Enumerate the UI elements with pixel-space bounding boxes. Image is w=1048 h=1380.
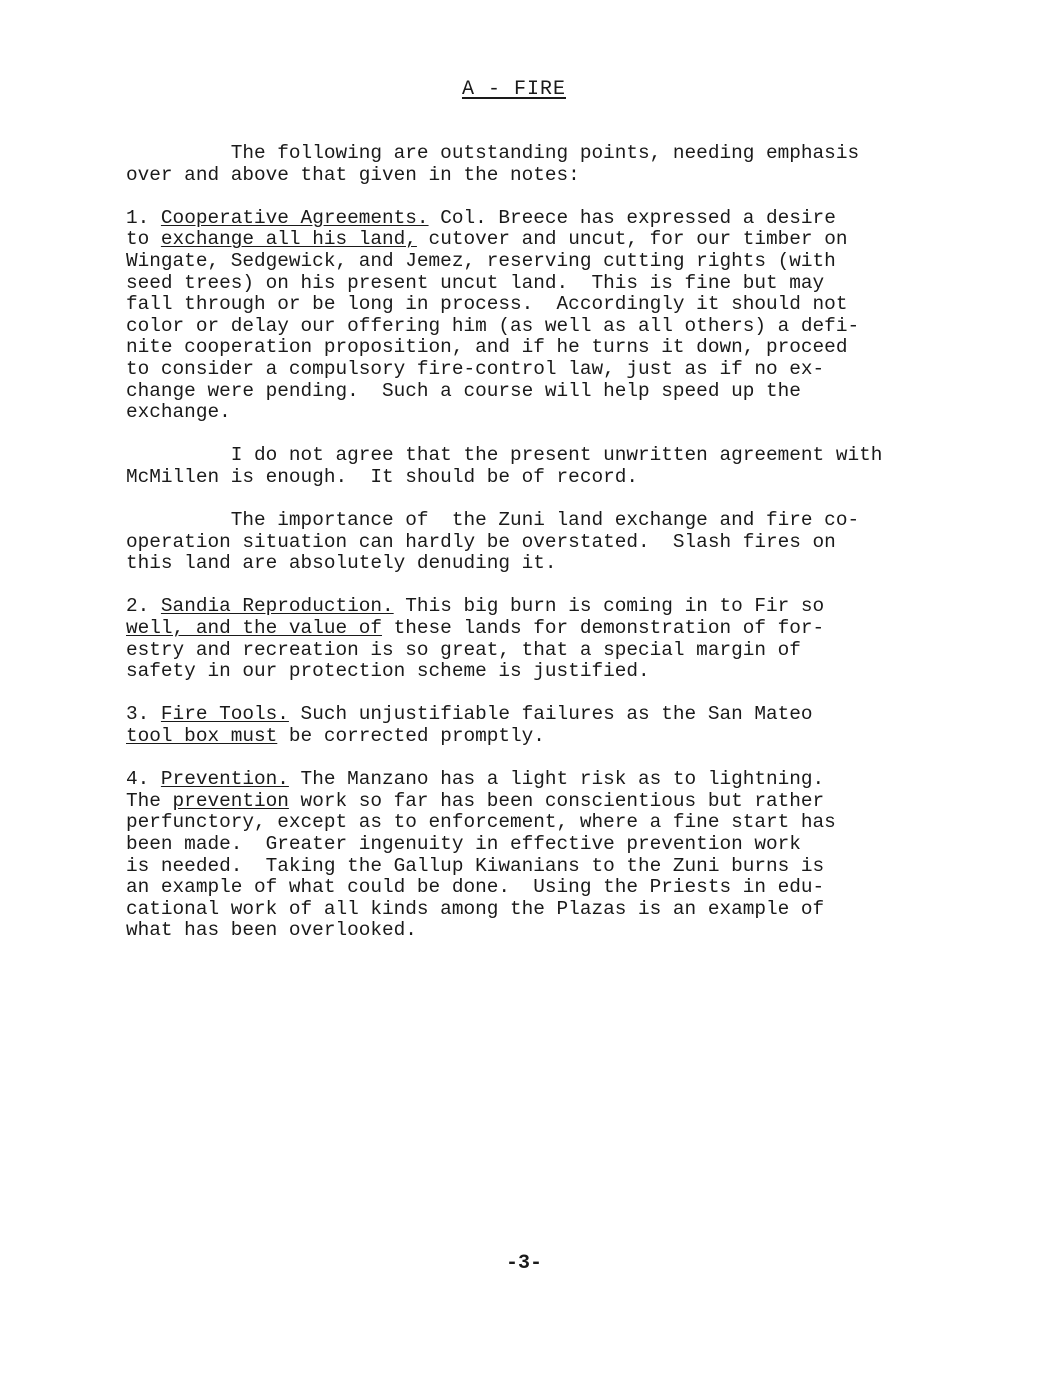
mcmillen-line-1: I do not agree that the present unwritten agreement with [126,444,883,467]
item-4-line-1-rest: The Manzano has a light risk as to lightning. [288,768,825,791]
item-2-line-2-rest: these lands for demonstration of for- [382,617,825,640]
item-1-line-8: to consider a compulsory fire-control law, just as if no ex- [126,357,825,380]
item-4-line-2-underlined: prevention [172,789,289,812]
item-1-line-3: Wingate, Sedgewick, and Jemez, reserving cutting rights (with [126,249,836,272]
intro-line-2: over and above that given in the notes: [126,163,580,186]
zuni-paragraph [126,510,956,575]
item-2-title: Sandia Reproduction. [160,595,394,618]
item-3-line-2-rest: be corrected promptly. [277,725,545,748]
item-1-line-2-underlined: exchange all his land, [160,228,417,251]
item-4-line-5: is needed. Taking the Gallup Kiwanians to the Zuni burns is [126,854,825,877]
item-4-line-3: perfunctory, except as to enforcement, where a fine start has [126,811,836,834]
item-3-fire-tools [126,704,956,747]
item-3-line-1-rest: Such unjustifiable failures as the San Mateo [288,703,813,726]
item-4-line-6: an example of what could be done. Using the Priests in edu- [126,876,825,899]
item-1-line-10: exchange. [126,401,231,424]
document-body [126,143,956,964]
item-3-title: Fire Tools. [160,703,289,726]
mcmillen-line-2: McMillen is enough. It should be of record. [126,465,638,488]
item-2-line-4: safety in our protection scheme is justified. [126,660,650,683]
item-2-line-3: estry and recreation is so great, that a special margin of [126,638,801,661]
item-1-number: 1. [126,206,161,229]
mcmillen-paragraph [126,445,956,488]
item-1-line-1-rest: Col. Breece has expressed a desire [428,206,836,229]
item-4-title: Prevention. [160,768,289,791]
intro-line-1: The following are outstanding points, needing emphasis [126,142,860,164]
intro-paragraph [126,143,956,186]
item-1-line-4: seed trees) on his present uncut land. This is fine but may [126,271,825,294]
item-2-line-1-rest: This big burn is coming in to Fir so [393,595,825,618]
page-number: -3- [505,1252,542,1275]
item-1-line-5: fall through or be long in process. Accordingly it should not [126,293,848,316]
item-1-title: Cooperative Agreements. [160,206,429,229]
item-3-line-2-underlined: tool box must [126,725,278,748]
zuni-line-2: operation situation can hardly be overstated. Slash fires on [126,530,836,553]
item-4-line-2-prefix: The [126,789,173,812]
item-2-number: 2. [126,595,161,618]
item-1-line-7: nite cooperation proposition, and if he turns it down, proceed [126,336,848,359]
item-4-line-8: what has been overlooked. [126,919,417,942]
item-4-prevention [126,769,956,942]
page-title: A - FIRE [461,78,566,101]
zuni-line-1: The importance of the Zuni land exchange and fire co- [126,509,860,532]
item-1-cooperative-agreements [126,208,956,424]
item-1-line-2-rest: cutover and uncut, for our timber on [416,228,848,251]
item-4-number: 4. [126,768,161,791]
item-1-line-2-prefix: to [126,228,161,251]
item-2-sandia-reproduction [126,596,956,682]
item-1-line-6: color or delay our offering him (as well as all others) a defi- [126,314,860,337]
item-2-line-2-underlined: well, and the value of [126,617,382,640]
item-1-line-9: change were pending. Such a course will help speed up the [126,379,801,402]
item-3-number: 3. [126,703,161,726]
item-4-line-4: been made. Greater ingenuity in effective prevention work [126,833,801,855]
zuni-line-3: this land are absolutely denuding it. [126,552,557,575]
item-4-line-7: cational work of all kinds among the Plazas is an example of [126,897,825,920]
item-4-line-2-rest: work so far has been conscientious but rather [288,789,825,812]
